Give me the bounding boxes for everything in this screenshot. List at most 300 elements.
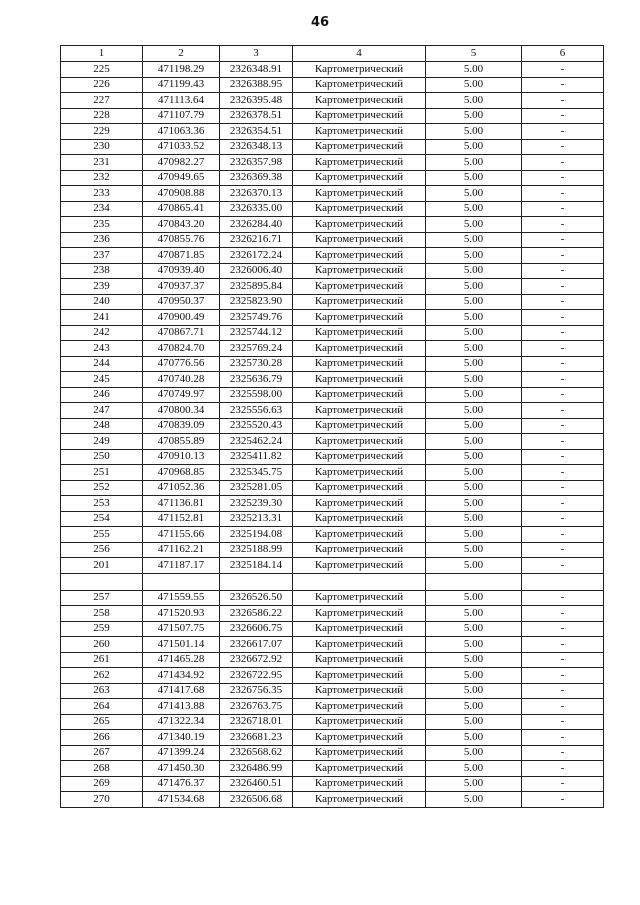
x-coordinate-cell: 471501.14 [143, 637, 220, 653]
y-coordinate-cell: 2325749.76 [220, 310, 293, 326]
y-coordinate-cell: 2326722.95 [220, 668, 293, 684]
accuracy-cell: 5.00 [426, 434, 522, 450]
y-coordinate-cell: 2326460.51 [220, 776, 293, 792]
x-coordinate-cell: 470867.71 [143, 325, 220, 341]
y-coordinate-cell: 2326586.22 [220, 606, 293, 622]
accuracy-cell: 5.00 [426, 217, 522, 233]
method-cell: Картометрический [293, 558, 426, 574]
method-cell: Картометрический [293, 263, 426, 279]
x-coordinate-cell: 471434.92 [143, 668, 220, 684]
table-row [61, 714, 604, 730]
table-row [61, 217, 604, 233]
table-row [61, 279, 604, 295]
point-number-cell: 268 [61, 761, 143, 777]
point-number-cell: 246 [61, 387, 143, 403]
x-coordinate-cell: 471413.88 [143, 699, 220, 715]
method-cell: Картометрический [293, 511, 426, 527]
table-row [61, 186, 604, 202]
empty-cell [61, 573, 143, 590]
table-row [61, 527, 604, 543]
point-number-cell: 236 [61, 232, 143, 248]
method-cell: Картометрический [293, 418, 426, 434]
point-number-cell: 242 [61, 325, 143, 341]
accuracy-cell: 5.00 [426, 139, 522, 155]
point-number-cell: 270 [61, 792, 143, 808]
point-number-cell: 267 [61, 745, 143, 761]
point-number-cell: 232 [61, 170, 143, 186]
method-cell: Картометрический [293, 496, 426, 512]
y-coordinate-cell: 2326388.95 [220, 77, 293, 93]
note-cell: - [522, 232, 604, 248]
x-coordinate-cell: 470749.97 [143, 387, 220, 403]
accuracy-cell: 5.00 [426, 170, 522, 186]
accuracy-cell: 5.00 [426, 294, 522, 310]
method-cell: Картометрический [293, 637, 426, 653]
y-coordinate-cell: 2326284.40 [220, 217, 293, 233]
method-cell: Картометрический [293, 449, 426, 465]
note-cell: - [522, 542, 604, 558]
point-number-cell: 249 [61, 434, 143, 450]
accuracy-cell: 5.00 [426, 527, 522, 543]
y-coordinate-cell: 2326506.68 [220, 792, 293, 808]
accuracy-cell: 5.00 [426, 606, 522, 622]
note-cell: - [522, 217, 604, 233]
column-header: 6 [522, 46, 604, 62]
column-header: 3 [220, 46, 293, 62]
accuracy-cell: 5.00 [426, 668, 522, 684]
table-row [61, 730, 604, 746]
point-number-cell: 256 [61, 542, 143, 558]
table-row [61, 294, 604, 310]
y-coordinate-cell: 2326006.40 [220, 263, 293, 279]
point-number-cell: 225 [61, 62, 143, 78]
point-number-cell: 257 [61, 590, 143, 606]
accuracy-cell: 5.00 [426, 232, 522, 248]
x-coordinate-cell: 470740.28 [143, 372, 220, 388]
column-header: 1 [61, 46, 143, 62]
point-number-cell: 263 [61, 683, 143, 699]
point-number-cell: 265 [61, 714, 143, 730]
note-cell: - [522, 356, 604, 372]
x-coordinate-cell: 471476.37 [143, 776, 220, 792]
accuracy-cell: 5.00 [426, 730, 522, 746]
note-cell: - [522, 714, 604, 730]
x-coordinate-cell: 471399.24 [143, 745, 220, 761]
y-coordinate-cell: 2325462.24 [220, 434, 293, 450]
method-cell: Картометрический [293, 155, 426, 171]
empty-cell [220, 573, 293, 590]
table-row [61, 637, 604, 653]
accuracy-cell: 5.00 [426, 558, 522, 574]
column-header: 4 [293, 46, 426, 62]
accuracy-cell: 5.00 [426, 683, 522, 699]
note-cell: - [522, 310, 604, 326]
accuracy-cell: 5.00 [426, 776, 522, 792]
y-coordinate-cell: 2325520.43 [220, 418, 293, 434]
accuracy-cell: 5.00 [426, 542, 522, 558]
accuracy-cell: 5.00 [426, 652, 522, 668]
y-coordinate-cell: 2325188.99 [220, 542, 293, 558]
note-cell: - [522, 62, 604, 78]
y-coordinate-cell: 2326617.07 [220, 637, 293, 653]
point-number-cell: 269 [61, 776, 143, 792]
method-cell: Картометрический [293, 652, 426, 668]
note-cell: - [522, 730, 604, 746]
table-row [61, 155, 604, 171]
note-cell: - [522, 325, 604, 341]
y-coordinate-cell: 2325823.90 [220, 294, 293, 310]
accuracy-cell: 5.00 [426, 310, 522, 326]
accuracy-cell: 5.00 [426, 279, 522, 295]
x-coordinate-cell: 471107.79 [143, 108, 220, 124]
point-number-cell: 261 [61, 652, 143, 668]
y-coordinate-cell: 2326370.13 [220, 186, 293, 202]
header-row [61, 46, 604, 62]
note-cell: - [522, 372, 604, 388]
method-cell: Картометрический [293, 186, 426, 202]
y-coordinate-cell: 2325744.12 [220, 325, 293, 341]
x-coordinate-cell: 470968.85 [143, 465, 220, 481]
table-row [61, 792, 604, 808]
y-coordinate-cell: 2326172.24 [220, 248, 293, 264]
method-cell: Картометрический [293, 341, 426, 357]
x-coordinate-cell: 470937.37 [143, 279, 220, 295]
y-coordinate-cell: 2325556.63 [220, 403, 293, 419]
method-cell: Картометрический [293, 93, 426, 109]
point-number-cell: 229 [61, 124, 143, 140]
y-coordinate-cell: 2325194.08 [220, 527, 293, 543]
table-row [61, 590, 604, 606]
accuracy-cell: 5.00 [426, 714, 522, 730]
table-row [61, 558, 604, 574]
note-cell: - [522, 776, 604, 792]
table-row [61, 480, 604, 496]
method-cell: Картометрический [293, 621, 426, 637]
y-coordinate-cell: 2325769.24 [220, 341, 293, 357]
y-coordinate-cell: 2325345.75 [220, 465, 293, 481]
table-row [61, 232, 604, 248]
x-coordinate-cell: 470908.88 [143, 186, 220, 202]
note-cell: - [522, 434, 604, 450]
y-coordinate-cell: 2325895.84 [220, 279, 293, 295]
x-coordinate-cell: 471450.30 [143, 761, 220, 777]
method-cell: Картометрический [293, 108, 426, 124]
note-cell: - [522, 263, 604, 279]
x-coordinate-cell: 471052.36 [143, 480, 220, 496]
method-cell: Картометрический [293, 465, 426, 481]
point-number-cell: 259 [61, 621, 143, 637]
accuracy-cell: 5.00 [426, 418, 522, 434]
note-cell: - [522, 745, 604, 761]
method-cell: Картометрический [293, 792, 426, 808]
point-number-cell: 262 [61, 668, 143, 684]
accuracy-cell: 5.00 [426, 201, 522, 217]
point-number-cell: 248 [61, 418, 143, 434]
x-coordinate-cell: 470843.20 [143, 217, 220, 233]
point-number-cell: 254 [61, 511, 143, 527]
y-coordinate-cell: 2325184.14 [220, 558, 293, 574]
point-number-cell: 255 [61, 527, 143, 543]
x-coordinate-cell: 470800.34 [143, 403, 220, 419]
point-number-cell: 240 [61, 294, 143, 310]
column-header: 2 [143, 46, 220, 62]
note-cell: - [522, 449, 604, 465]
method-cell: Картометрический [293, 527, 426, 543]
accuracy-cell: 5.00 [426, 77, 522, 93]
y-coordinate-cell: 2326763.75 [220, 699, 293, 715]
table-row [61, 170, 604, 186]
table-row [61, 699, 604, 715]
method-cell: Картометрический [293, 356, 426, 372]
table-row [61, 683, 604, 699]
y-coordinate-cell: 2325239.30 [220, 496, 293, 512]
x-coordinate-cell: 471162.21 [143, 542, 220, 558]
note-cell: - [522, 248, 604, 264]
x-coordinate-cell: 470855.89 [143, 434, 220, 450]
method-cell: Картометрический [293, 170, 426, 186]
table-row [61, 606, 604, 622]
point-number-cell: 235 [61, 217, 143, 233]
note-cell: - [522, 511, 604, 527]
point-number-cell: 245 [61, 372, 143, 388]
x-coordinate-cell: 470949.65 [143, 170, 220, 186]
x-coordinate-cell: 471033.52 [143, 139, 220, 155]
x-coordinate-cell: 471152.81 [143, 511, 220, 527]
accuracy-cell: 5.00 [426, 496, 522, 512]
method-cell: Картометрический [293, 62, 426, 78]
x-coordinate-cell: 471199.43 [143, 77, 220, 93]
table-row [61, 745, 604, 761]
table-body [61, 62, 604, 808]
note-cell: - [522, 124, 604, 140]
table-row [61, 62, 604, 78]
note-cell: - [522, 403, 604, 419]
note-cell: - [522, 108, 604, 124]
point-number-cell: 226 [61, 77, 143, 93]
method-cell: Картометрический [293, 745, 426, 761]
accuracy-cell: 5.00 [426, 761, 522, 777]
note-cell: - [522, 606, 604, 622]
table-row [61, 387, 604, 403]
page-number: 46 [310, 15, 330, 30]
x-coordinate-cell: 471534.68 [143, 792, 220, 808]
y-coordinate-cell: 2325281.05 [220, 480, 293, 496]
x-coordinate-cell: 470776.56 [143, 356, 220, 372]
accuracy-cell: 5.00 [426, 62, 522, 78]
y-coordinate-cell: 2326354.51 [220, 124, 293, 140]
table-row [61, 776, 604, 792]
method-cell: Картометрический [293, 139, 426, 155]
point-number-cell: 251 [61, 465, 143, 481]
method-cell: Картометрический [293, 232, 426, 248]
note-cell: - [522, 418, 604, 434]
method-cell: Картометрический [293, 730, 426, 746]
y-coordinate-cell: 2325636.79 [220, 372, 293, 388]
method-cell: Картометрический [293, 279, 426, 295]
point-number-cell: 258 [61, 606, 143, 622]
x-coordinate-cell: 471340.19 [143, 730, 220, 746]
point-number-cell: 234 [61, 201, 143, 217]
accuracy-cell: 5.00 [426, 449, 522, 465]
table-row [61, 434, 604, 450]
y-coordinate-cell: 2325730.28 [220, 356, 293, 372]
x-coordinate-cell: 471507.75 [143, 621, 220, 637]
note-cell: - [522, 480, 604, 496]
note-cell: - [522, 294, 604, 310]
method-cell: Картометрический [293, 699, 426, 715]
coordinates-table [60, 45, 604, 808]
table-row [61, 139, 604, 155]
method-cell: Картометрический [293, 480, 426, 496]
point-number-cell: 201 [61, 558, 143, 574]
method-cell: Картометрический [293, 434, 426, 450]
point-number-cell: 227 [61, 93, 143, 109]
table-row [61, 418, 604, 434]
y-coordinate-cell: 2326568.62 [220, 745, 293, 761]
empty-cell [143, 573, 220, 590]
x-coordinate-cell: 471155.66 [143, 527, 220, 543]
method-cell: Картометрический [293, 310, 426, 326]
empty-cell [293, 573, 426, 590]
accuracy-cell: 5.00 [426, 699, 522, 715]
x-coordinate-cell: 470900.49 [143, 310, 220, 326]
table-row [61, 511, 604, 527]
x-coordinate-cell: 470865.41 [143, 201, 220, 217]
y-coordinate-cell: 2326718.01 [220, 714, 293, 730]
y-coordinate-cell: 2326756.35 [220, 683, 293, 699]
note-cell: - [522, 683, 604, 699]
x-coordinate-cell: 470824.70 [143, 341, 220, 357]
x-coordinate-cell: 470871.85 [143, 248, 220, 264]
accuracy-cell: 5.00 [426, 372, 522, 388]
y-coordinate-cell: 2326357.98 [220, 155, 293, 171]
accuracy-cell: 5.00 [426, 511, 522, 527]
accuracy-cell: 5.00 [426, 341, 522, 357]
table-row [61, 248, 604, 264]
point-number-cell: 228 [61, 108, 143, 124]
y-coordinate-cell: 2325598.00 [220, 387, 293, 403]
y-coordinate-cell: 2326681.23 [220, 730, 293, 746]
y-coordinate-cell: 2326348.13 [220, 139, 293, 155]
y-coordinate-cell: 2326526.50 [220, 590, 293, 606]
accuracy-cell: 5.00 [426, 637, 522, 653]
method-cell: Картометрический [293, 683, 426, 699]
note-cell: - [522, 341, 604, 357]
method-cell: Картометрический [293, 590, 426, 606]
note-cell: - [522, 792, 604, 808]
method-cell: Картометрический [293, 387, 426, 403]
x-coordinate-cell: 471063.36 [143, 124, 220, 140]
y-coordinate-cell: 2326395.48 [220, 93, 293, 109]
note-cell: - [522, 201, 604, 217]
y-coordinate-cell: 2326486.99 [220, 761, 293, 777]
accuracy-cell: 5.00 [426, 356, 522, 372]
method-cell: Картометрический [293, 372, 426, 388]
x-coordinate-cell: 471417.68 [143, 683, 220, 699]
empty-cell [522, 573, 604, 590]
note-cell: - [522, 558, 604, 574]
x-coordinate-cell: 470939.40 [143, 263, 220, 279]
note-cell: - [522, 496, 604, 512]
point-number-cell: 252 [61, 480, 143, 496]
note-cell: - [522, 699, 604, 715]
x-coordinate-cell: 471465.28 [143, 652, 220, 668]
y-coordinate-cell: 2326348.91 [220, 62, 293, 78]
table-row [61, 403, 604, 419]
table-row [61, 341, 604, 357]
x-coordinate-cell: 470855.76 [143, 232, 220, 248]
point-number-cell: 239 [61, 279, 143, 295]
accuracy-cell: 5.00 [426, 186, 522, 202]
table-row [61, 621, 604, 637]
y-coordinate-cell: 2325213.31 [220, 511, 293, 527]
x-coordinate-cell: 471113.64 [143, 93, 220, 109]
section-separator-row [61, 573, 604, 590]
note-cell: - [522, 387, 604, 403]
table-row [61, 263, 604, 279]
accuracy-cell: 5.00 [426, 480, 522, 496]
method-cell: Картометрический [293, 248, 426, 264]
point-number-cell: 237 [61, 248, 143, 264]
method-cell: Картометрический [293, 201, 426, 217]
point-number-cell: 264 [61, 699, 143, 715]
point-number-cell: 231 [61, 155, 143, 171]
note-cell: - [522, 637, 604, 653]
method-cell: Картометрический [293, 217, 426, 233]
method-cell: Картометрический [293, 761, 426, 777]
point-number-cell: 233 [61, 186, 143, 202]
x-coordinate-cell: 471322.34 [143, 714, 220, 730]
note-cell: - [522, 761, 604, 777]
accuracy-cell: 5.00 [426, 387, 522, 403]
point-number-cell: 266 [61, 730, 143, 746]
accuracy-cell: 5.00 [426, 621, 522, 637]
table-row [61, 201, 604, 217]
note-cell: - [522, 139, 604, 155]
x-coordinate-cell: 470982.27 [143, 155, 220, 171]
note-cell: - [522, 652, 604, 668]
table-row [61, 496, 604, 512]
y-coordinate-cell: 2326606.75 [220, 621, 293, 637]
accuracy-cell: 5.00 [426, 745, 522, 761]
table-row [61, 761, 604, 777]
x-coordinate-cell: 470950.37 [143, 294, 220, 310]
x-coordinate-cell: 471136.81 [143, 496, 220, 512]
method-cell: Картометрический [293, 294, 426, 310]
empty-cell [426, 573, 522, 590]
y-coordinate-cell: 2326369.38 [220, 170, 293, 186]
point-number-cell: 250 [61, 449, 143, 465]
accuracy-cell: 5.00 [426, 465, 522, 481]
table-row [61, 652, 604, 668]
method-cell: Картометрический [293, 714, 426, 730]
method-cell: Картометрический [293, 668, 426, 684]
table-row [61, 668, 604, 684]
method-cell: Картометрический [293, 325, 426, 341]
note-cell: - [522, 93, 604, 109]
note-cell: - [522, 527, 604, 543]
table-row [61, 372, 604, 388]
accuracy-cell: 5.00 [426, 325, 522, 341]
accuracy-cell: 5.00 [426, 93, 522, 109]
note-cell: - [522, 465, 604, 481]
table-row [61, 465, 604, 481]
method-cell: Картометрический [293, 606, 426, 622]
accuracy-cell: 5.00 [426, 108, 522, 124]
accuracy-cell: 5.00 [426, 403, 522, 419]
method-cell: Картометрический [293, 77, 426, 93]
accuracy-cell: 5.00 [426, 155, 522, 171]
